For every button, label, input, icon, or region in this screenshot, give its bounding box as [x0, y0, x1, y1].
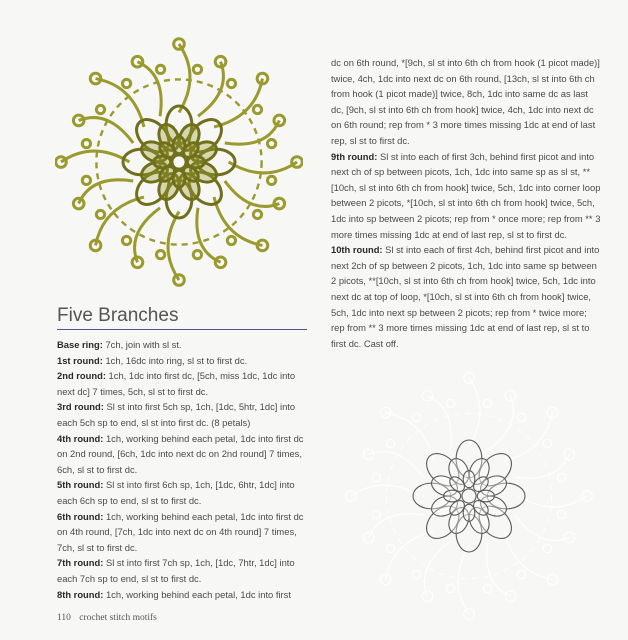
diagram-picot — [372, 473, 380, 481]
instruction-round-4: 4th round: 1ch, working behind each petal, 1dc into first dc on 2nd round, [6ch, 1dc into next dc on 2nd round] 7 times, 6ch, sl st to first dc. — [57, 432, 304, 475]
diagram-chain-loop — [504, 531, 552, 579]
diagram-chain-loop — [519, 496, 587, 507]
instructions-left-column — [57, 337, 311, 602]
photo-picot — [82, 139, 90, 147]
diagram-petal — [463, 504, 475, 521]
instruction-round-8-continued: dc on 6th round, *[9ch, sl st into 6th ch from hook (1 picot made)] twice, 4ch, 1dc into next dc on 6th round, [13ch, sl st into 6th ch from hook (1 picot made)] twice, 8ch, 1dc into same dc as last dc, [9ch, sl st into 6th ch from hook] twice, 4ch, 1dc into next dc on 6th round; rep from * 3 more times missing 1dc at end of last rep, sl st to first dc. — [331, 57, 600, 146]
instruction-round-7: 7th round: Sl st into first 7ch sp, 1ch, [1dc, 7htr, 1dc] into each 7ch sp to end, sl st to first dc. — [57, 557, 295, 584]
photo-picot — [253, 105, 261, 113]
diagram-chain-loop — [386, 413, 434, 461]
instruction-round-3: 3rd round: Sl st into first 5ch sp, 1ch, [1dc, 5htr, 1dc] into each 5ch sp to end, sl st into first dc. (8 petals) — [57, 401, 296, 428]
photo-picot — [156, 250, 164, 258]
instruction-round-5: 5th round: Sl st into first 6ch sp, 1ch, [1dc, 6htr, 1dc] into each 6ch sp to end, sl st to first dc. — [57, 479, 295, 506]
diagram-petal — [444, 490, 461, 502]
diagram-picot — [446, 399, 454, 407]
photo-picot — [227, 236, 235, 244]
diagram-chain-loop — [351, 485, 419, 496]
instruction-base-ring: Base ring: 7ch, join with sl st. — [57, 339, 182, 350]
photo-picot — [156, 65, 164, 73]
diagram-chain-loop — [469, 378, 480, 446]
diagram-picot — [557, 473, 565, 481]
diagram-picot — [412, 570, 420, 578]
photo-petal — [187, 156, 204, 168]
instructions-right-column — [331, 55, 601, 351]
page-number: 110 — [57, 613, 71, 623]
photo-picot — [122, 236, 130, 244]
photo-ring — [96, 79, 261, 244]
title-rule — [57, 329, 307, 330]
diagram-picot — [543, 439, 551, 447]
instruction-round-1: 1st round: 1ch, 16dc into ring, sl st to first dc. — [57, 354, 248, 366]
photo-picot — [193, 65, 201, 73]
pattern-title: Five Branches — [57, 305, 179, 326]
diagram-picot — [543, 544, 551, 552]
diagram-picot — [483, 584, 491, 592]
book-section-title: crochet stitch motifs — [79, 613, 157, 623]
diagram-petal — [477, 490, 494, 502]
diagram-chain-loop — [504, 413, 552, 461]
photo-picot — [193, 250, 201, 258]
instruction-round-8: 8th round: 1ch, working behind each petal, 1dc into first — [57, 588, 291, 600]
diagram-picot — [483, 399, 491, 407]
diagram-picot — [363, 532, 374, 543]
diagram-picot — [386, 544, 394, 552]
diagram-picot — [517, 570, 525, 578]
diagram-chain-loop — [386, 531, 434, 579]
diagram-center-ring — [462, 489, 476, 503]
page-footer — [57, 613, 157, 623]
diagram-picot — [422, 390, 433, 401]
diagram-picot — [505, 591, 516, 602]
crochet-motif-photo — [55, 32, 303, 292]
diagram-picot — [557, 510, 565, 518]
photo-picot — [227, 79, 235, 87]
diagram-ring — [386, 413, 551, 578]
diagram-chain-loop — [427, 396, 451, 451]
photo-picot — [82, 176, 90, 184]
instruction-round-6: 6th round: 1ch, working behind each petal, 1dc into first dc on 4th round, [7ch, 1dc into next dc on 4th round] 7 times, 7ch, sl st to first dc. — [57, 510, 304, 553]
diagram-chain-loop — [458, 546, 469, 614]
instruction-round-9: 9th round: Sl st into each of first 3ch, behind first picot and into next ch of sp between picots, 1ch, 1dc into same sp as sl st, **[10ch, sl st into 6th ch from hook] twice, 5ch, 1dc into corner loop between 2 picots, *[10ch, sl st into 6th ch from hook] twice, 5ch, 1dc into sp between 2 picots; rep from * once more; rep from ** 3 more times missing 1dc at end of last rep, sl st to first dc. — [331, 150, 601, 240]
diagram-petal — [463, 471, 475, 488]
instruction-round-2: 2nd round: 1ch, 1dc into first dc, [5ch, miss 1dc, 1dc into next dc] 7 times, 5ch, sl st to first dc. — [57, 370, 296, 397]
photo-picot — [253, 210, 261, 218]
diagram-picot — [564, 449, 575, 460]
photo-picot — [122, 79, 130, 87]
photo-picot — [96, 105, 104, 113]
diagram-picot — [517, 413, 525, 421]
diagram-picot — [412, 413, 420, 421]
stitch-diagram — [345, 372, 593, 620]
photo-picot — [96, 210, 104, 218]
photo-center-ring — [172, 155, 186, 169]
diagram-picot — [372, 510, 380, 518]
diagram-chain-loop — [369, 514, 424, 538]
photo-chain-loop — [61, 151, 129, 162]
diagram-picot — [446, 584, 454, 592]
diagram-picot — [386, 439, 394, 447]
photo-chain-loop — [168, 212, 179, 280]
photo-picot — [267, 139, 275, 147]
instruction-round-10: 10th round: Sl st into each of first 4ch, behind first picot and into next 2ch of sp between 2 picots, 1ch, 1dc into same sp between 2 picots, **[10ch, sl st into 6th ch from hook] twice, 5ch, 1dc into next dc at top of loop, *[10ch, sl st into 6th ch from hook] twice, 5ch, 1dc into next sp between 2 picots; rep from * twice more; rep from ** 3 more times missing 1dc at end of last rep, sl st to first dc. Cast off. — [331, 244, 600, 349]
photo-picot — [267, 176, 275, 184]
